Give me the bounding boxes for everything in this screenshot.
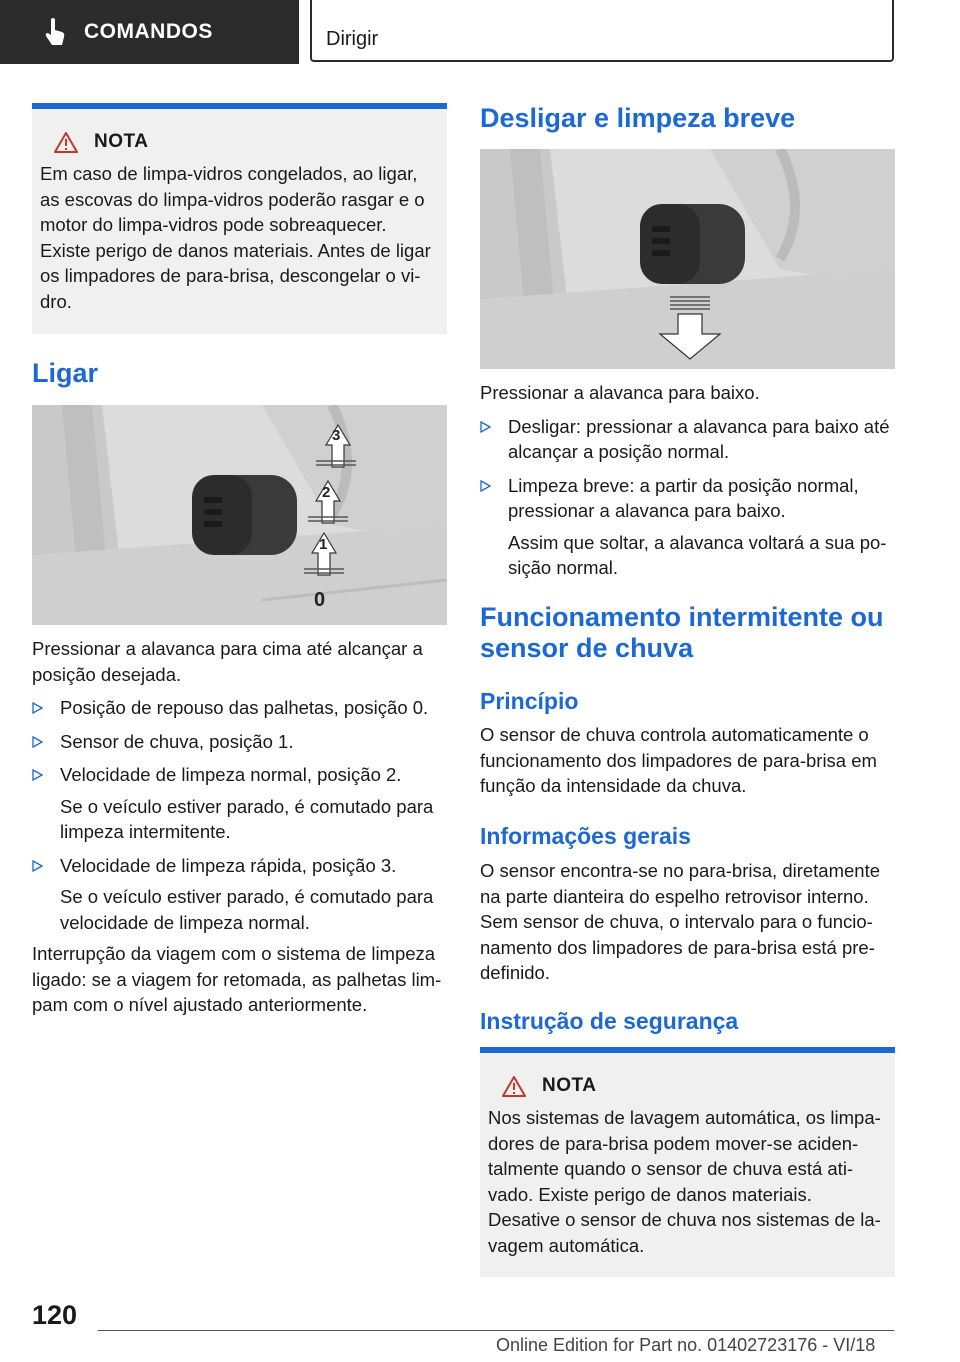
list-item-subtext: Se o veículo estiver parado, é comutado para limpeza intermitente. — [60, 795, 434, 842]
figure-wiper-lever-down — [480, 149, 895, 369]
note-box-car-wash — [480, 1047, 895, 1277]
list-item-text: Velocidade de limpeza rápida, posição 3. — [60, 854, 397, 876]
bullet-triangle-icon — [480, 480, 491, 492]
list-item-text: Posição de repouso das palhetas, posição 0. — [60, 697, 429, 718]
heading-desligar: Desligar e limpeza breve — [480, 103, 796, 133]
list-item-subtext: Se o veículo estiver parado, é comutado para velocidade de limpeza normal. — [60, 886, 434, 933]
bullet-triangle-icon — [32, 702, 43, 714]
heading-principio: Princípio — [480, 688, 579, 714]
note-text: Nos sistemas de lavagem automática, os limpa-dores de para-brisa podem mover-se aciden-talmente quando o sensor de chuva está ati-vado. Existe perigo de danos materiais. — [488, 1107, 881, 1205]
figure-label-0: 0 — [314, 589, 326, 611]
heading-seguranca: Instrução de segurança — [480, 1008, 739, 1034]
footer-edition: Online Edition for Part no. 01402723176 - VI/18 — [496, 1335, 876, 1355]
note-title: NOTA — [94, 131, 149, 152]
figure-label-2: 2 — [322, 484, 331, 501]
ligar-outro: Interrupção da viagem com o sistema de limpeza ligado: se a viagem for retomada, as palhetas lim-pam com o nível ajustado anteriormente. — [32, 943, 442, 1015]
warning-triangle-icon — [502, 1075, 526, 1097]
list-item — [32, 729, 447, 755]
page-number: 120 — [32, 1300, 78, 1330]
note-title: NOTA — [542, 1075, 597, 1096]
principio-text: O sensor de chuva controla automaticamente o funcionamento dos limpadores de para-brisa em função da intensidade da chuva. — [480, 724, 877, 796]
note-box-frozen-wipers — [32, 103, 447, 334]
bullet-triangle-icon — [32, 860, 43, 872]
right-body-top — [480, 380, 895, 581]
heading-funcionamento: Funcionamento intermitente ou sensor de chuva — [480, 602, 884, 663]
warning-triangle-icon — [54, 131, 78, 153]
pointing-hand-icon — [44, 17, 66, 47]
list-item-text: Sensor de chuva, posição 1. — [60, 730, 294, 752]
list-item-text: Desligar: pressionar a alavanca para baixo até alcançar a posição normal. — [508, 415, 890, 462]
section-tab — [0, 0, 299, 64]
figure-label-3: 3 — [332, 427, 341, 444]
list-item-subtext: Assim que soltar, a alavanca voltará a sua po-sição normal. — [508, 531, 887, 578]
note-text-2: Desative o sensor de chuva nos sistemas de la-vagem automática. — [488, 1209, 881, 1256]
list-item — [480, 414, 895, 465]
ligar-intro: Pressionar a alavanca para cima até alcançar a posição desejada. — [32, 638, 423, 685]
heading-informacoes: Informações gerais — [480, 823, 691, 849]
left-body — [32, 636, 447, 1018]
desligar-intro: Pressionar a alavanca para baixo. — [480, 382, 760, 403]
subsection-box — [310, 0, 894, 62]
figure-wiper-lever-up — [32, 405, 447, 625]
list-item — [32, 853, 447, 936]
section-label: COMANDOS — [84, 20, 213, 43]
list-item — [480, 473, 895, 581]
list-item — [32, 695, 447, 721]
heading-ligar: Ligar — [32, 358, 99, 388]
bullet-triangle-icon — [480, 421, 491, 433]
list-item-text: Velocidade de limpeza normal, posição 2. — [60, 764, 402, 785]
subsection-label: Dirigir — [326, 28, 379, 50]
footer-divider — [98, 1330, 894, 1331]
list-item — [32, 762, 447, 845]
note-text: Em caso de limpa-vidros congelados, ao ligar, as escovas do limpa-vidros poderão rasgar e o motor do limpa-vidros pode sobreaquecer. Existe perigo de danos materiais. Antes de ligar os limpadores de para-brisa, descongelar o vi-dro. — [40, 163, 431, 312]
bullet-triangle-icon — [32, 769, 43, 781]
figure-label-1: 1 — [319, 536, 328, 553]
informacoes-text: O sensor encontra-se no para-brisa, diretamente na parte dianteira do espelho retrovisor interno. Sem sensor de chuva, o intervalo para o funcio-namento dos limpadores de para-brisa está pre-definido. — [480, 860, 881, 983]
bullet-triangle-icon — [32, 736, 43, 748]
list-item-text: Limpeza breve: a partir da posição normal, pressionar a alavanca para baixo. — [508, 474, 859, 521]
